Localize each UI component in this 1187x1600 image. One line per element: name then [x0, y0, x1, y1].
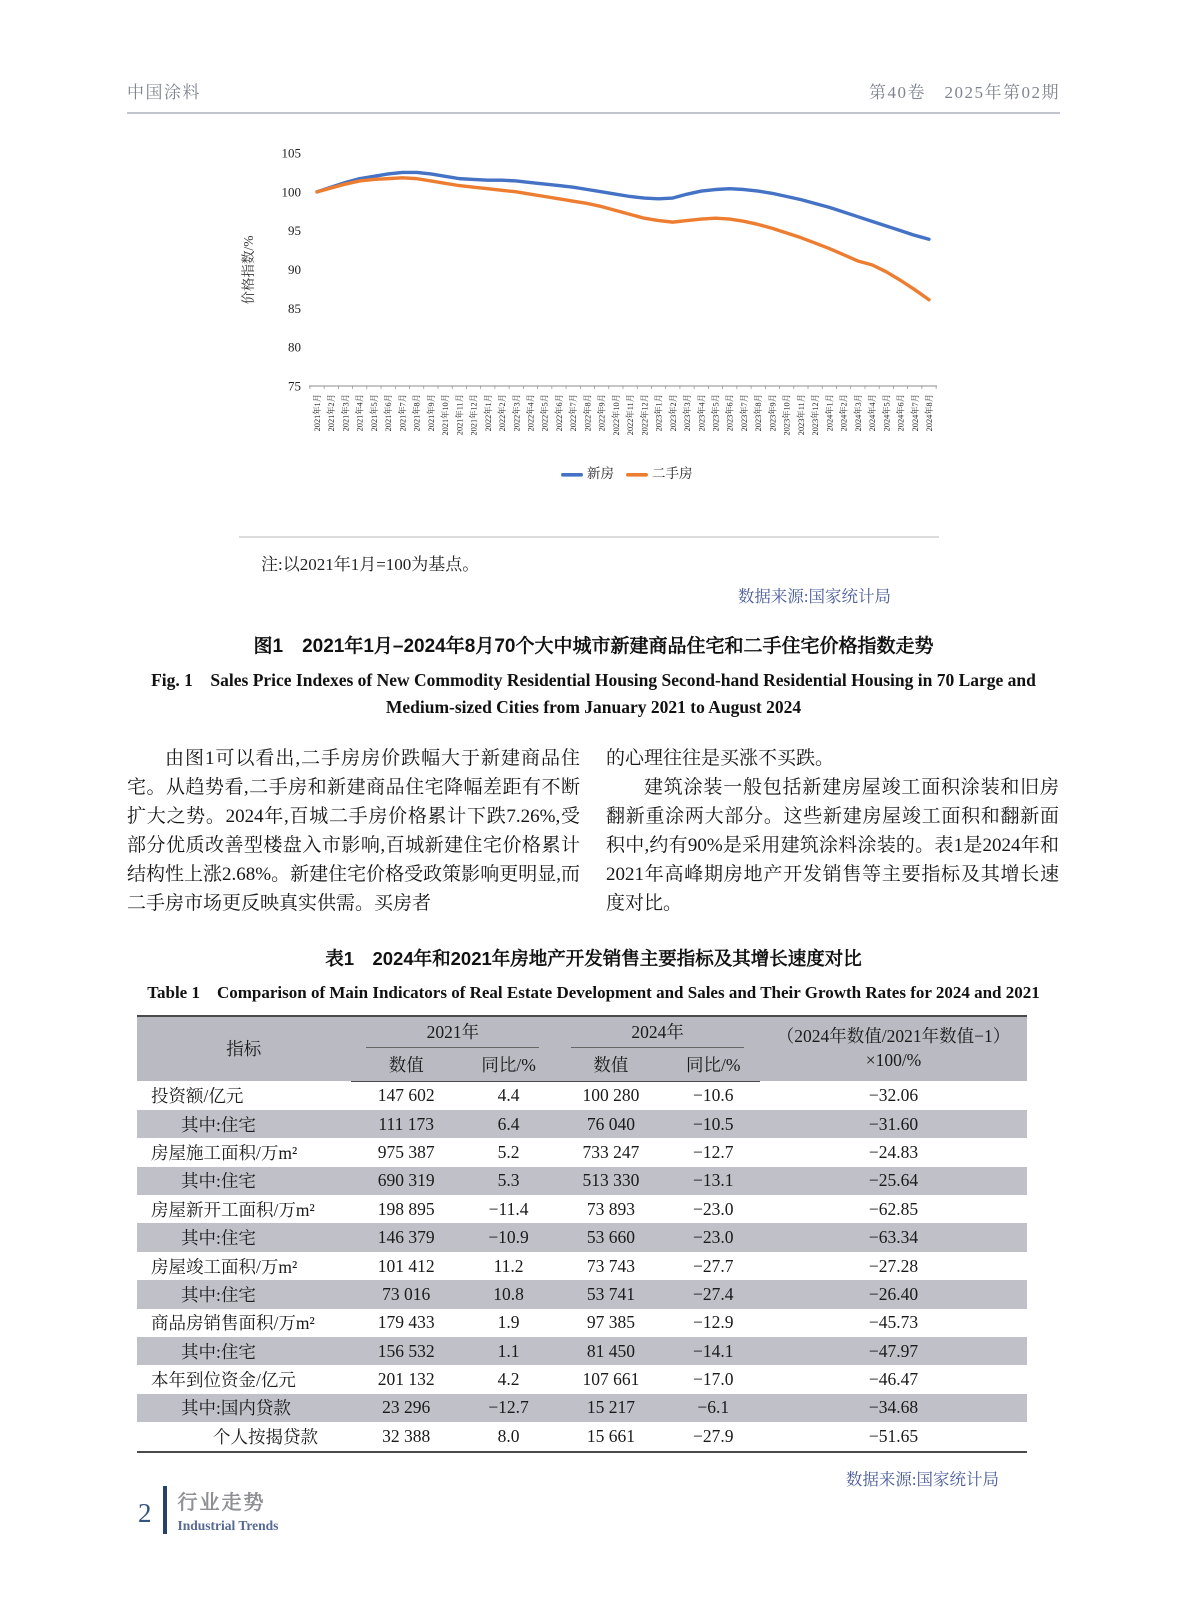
table-body — [137, 1081, 1027, 1452]
value-cell: 53 741 — [586, 1283, 635, 1304]
value-cell: 111 173 — [378, 1113, 434, 1134]
value-cell: 15 661 — [586, 1425, 635, 1446]
value-cell: −63.34 — [868, 1227, 919, 1248]
value-cell: 5.3 — [497, 1170, 520, 1191]
table-row — [137, 1223, 1027, 1251]
x-tick-label: 2021年8月 — [412, 394, 422, 432]
table-row — [137, 1309, 1027, 1337]
figure-data-source: 数据来源:国家统计局 — [737, 587, 891, 606]
value-cell: 81 450 — [586, 1340, 635, 1361]
x-tick-label: 2023年4月 — [697, 394, 707, 432]
table-header — [137, 1016, 1027, 1082]
y-tick-label: 75 — [288, 378, 301, 394]
footer-section — [178, 1486, 279, 1534]
x-tick-label: 2023年8月 — [754, 394, 764, 432]
indicator-cell: 房屋施工面积/万m² — [151, 1142, 298, 1163]
legend-marker-新房 — [561, 473, 583, 477]
value-cell: 1.1 — [497, 1340, 520, 1361]
price-index-line-chart — [237, 128, 957, 496]
page-footer — [138, 1486, 278, 1534]
x-tick-label: 2024年5月 — [882, 394, 892, 432]
value-cell: 97 385 — [586, 1312, 635, 1333]
value-cell: −12.9 — [693, 1312, 734, 1333]
page-header — [127, 0, 1060, 114]
value-cell: −46.47 — [868, 1369, 919, 1390]
table-row — [137, 1195, 1027, 1223]
col-header-yoy-2021: 同比/% — [462, 1050, 555, 1082]
x-tick-label: 2023年6月 — [725, 394, 735, 432]
value-cell: 23 296 — [382, 1397, 431, 1418]
x-tick-label: 2022年5月 — [540, 394, 550, 432]
value-cell: −24.83 — [868, 1141, 919, 1162]
value-cell: 73 743 — [586, 1255, 635, 1276]
x-tick-label: 2021年7月 — [398, 394, 408, 432]
value-cell: −14.1 — [693, 1340, 734, 1361]
table-title-en: Table 1 Comparison of Main Indicators of Real Estate Development and Sales and Their Growth Rates for 2024 and 2021 — [147, 982, 1040, 1002]
x-tick-label: 2023年12月 — [811, 394, 821, 436]
value-cell: −51.65 — [868, 1425, 919, 1446]
value-cell: 11.2 — [493, 1255, 524, 1276]
footer-section-en: Industrial Trends — [177, 1518, 279, 1533]
x-tick-label: 2023年10月 — [782, 394, 792, 436]
legend-label-二手房: 二手房 — [652, 466, 693, 481]
y-tick-label: 90 — [288, 262, 301, 277]
figure-caption-zh: 图1 2021年1月–2024年8月70个大中城市新建商品住宅和二手住宅价格指数走势 — [253, 636, 934, 657]
y-tick-label: 95 — [288, 223, 301, 239]
table-row — [137, 1138, 1027, 1166]
col-header-growth: （2024年数值/2021年数值−1） ×100/% — [776, 1026, 1011, 1070]
x-tick-label: 2021年6月 — [384, 394, 394, 432]
indicator-cell: 其中:住宅 — [181, 1341, 256, 1362]
col-header-value-2024: 数值 — [555, 1050, 666, 1082]
x-tick-label: 2023年7月 — [739, 394, 749, 432]
paragraph: 的心理往往是买涨不买跌。 — [606, 748, 835, 770]
journal-title: 中国涂料 — [127, 83, 201, 102]
x-tick-label: 2021年11月 — [455, 394, 465, 436]
value-cell: 8.0 — [497, 1425, 520, 1446]
value-cell: −10.9 — [488, 1227, 529, 1248]
footer-accent-bar — [163, 1486, 167, 1534]
value-cell: −32.06 — [868, 1084, 919, 1105]
x-tick-label: 2022年9月 — [597, 394, 607, 432]
x-tick-label: 2022年2月 — [498, 394, 508, 432]
indicator-cell: 其中:住宅 — [181, 1171, 256, 1192]
value-cell: −27.7 — [693, 1255, 734, 1276]
text-column-left — [127, 745, 580, 918]
x-tick-label: 2022年8月 — [583, 394, 593, 432]
x-tick-label: 2024年6月 — [896, 394, 906, 432]
value-cell: −26.40 — [868, 1283, 919, 1304]
paragraph: 由图1可以看出,二手房房价跌幅大于新建商品住宅。从趋势看,二手房和新建商品住宅降幅差距有不断扩大之势。2024年,百城二手房价格累计下跌7.26%,受部分优质改善型楼盘入市影响,百城新建住宅价格累计结构性上涨2.68%。新建住宅价格受政策影响更明显,而二手房市场更反映真实供需。买房者 — [127, 748, 580, 914]
value-cell: −10.6 — [693, 1085, 734, 1106]
value-cell: −27.28 — [868, 1255, 919, 1276]
x-tick-label: 2023年2月 — [668, 394, 678, 432]
value-cell: 4.2 — [497, 1369, 520, 1390]
value-cell: 733 247 — [582, 1141, 640, 1162]
x-tick-label: 2023年3月 — [683, 394, 693, 432]
value-cell: −62.85 — [868, 1198, 919, 1219]
value-cell: 32 388 — [382, 1425, 431, 1446]
table-block — [127, 945, 1060, 1490]
table-row — [137, 1394, 1027, 1422]
x-tick-label: 2023年1月 — [654, 394, 664, 432]
value-cell: 1.9 — [497, 1312, 520, 1333]
value-cell: −45.73 — [868, 1312, 919, 1333]
indicator-cell: 房屋竣工面积/万m² — [151, 1256, 298, 1277]
x-tick-label: 2022年6月 — [554, 394, 564, 432]
value-cell: 146 379 — [377, 1227, 435, 1248]
x-tick-label: 2024年7月 — [910, 394, 920, 432]
footer-section-zh: 行业走势 — [177, 1492, 266, 1514]
value-cell: 975 387 — [377, 1141, 435, 1162]
value-cell: 76 040 — [586, 1113, 635, 1134]
value-cell: 73 893 — [586, 1198, 635, 1219]
indicator-cell: 其中:住宅 — [181, 1114, 256, 1135]
x-tick-label: 2022年11月 — [626, 394, 636, 436]
legend-label-新房: 新房 — [587, 466, 614, 481]
indicator-cell: 其中:住宅 — [181, 1284, 256, 1305]
value-cell: 6.4 — [497, 1113, 520, 1134]
x-tick-label: 2024年1月 — [825, 394, 835, 432]
y-tick-label: 100 — [281, 184, 301, 200]
x-tick-label: 2022年10月 — [611, 394, 621, 436]
indicator-cell: 其中:国内贷款 — [181, 1398, 291, 1419]
value-cell: −25.64 — [868, 1170, 919, 1191]
x-tick-label: 2024年2月 — [839, 394, 849, 432]
x-tick-label: 2021年2月 — [327, 394, 337, 432]
text-column-right — [606, 745, 1059, 918]
x-tick-label: 2022年12月 — [640, 394, 650, 436]
x-tick-label: 2021年12月 — [469, 394, 479, 436]
value-cell: −12.7 — [693, 1141, 734, 1162]
value-cell: −6.1 — [697, 1397, 730, 1418]
value-cell: −12.7 — [488, 1397, 529, 1418]
y-tick-label: 105 — [281, 145, 301, 161]
legend-marker-二手房 — [626, 473, 648, 477]
value-cell: 10.8 — [493, 1283, 524, 1304]
indicator-cell: 其中:住宅 — [181, 1228, 256, 1249]
value-cell: 179 433 — [377, 1312, 435, 1333]
page-number: 2 — [138, 1498, 152, 1528]
value-cell: 15 217 — [586, 1397, 635, 1418]
table-row — [137, 1252, 1027, 1280]
x-tick-label: 2021年5月 — [369, 394, 379, 432]
figure-divider — [239, 536, 939, 538]
value-cell: 147 602 — [377, 1085, 435, 1106]
x-tick-label: 2024年4月 — [868, 394, 878, 432]
value-cell: 4.4 — [497, 1085, 520, 1106]
value-cell: 107 661 — [582, 1369, 640, 1390]
x-tick-label: 2022年1月 — [483, 394, 493, 432]
y-tick-label: 85 — [288, 300, 301, 316]
x-tick-label: 2021年9月 — [426, 394, 436, 432]
x-tick-label: 2023年5月 — [711, 394, 721, 432]
x-tick-label: 2023年9月 — [768, 394, 778, 432]
series-line-新房 — [317, 172, 929, 239]
y-tick-label: 80 — [288, 339, 301, 355]
table-row — [137, 1110, 1027, 1138]
value-cell: −23.0 — [693, 1227, 734, 1248]
x-tick-label: 2024年3月 — [853, 394, 863, 432]
indicator-cell: 房屋新开工面积/万m² — [151, 1199, 315, 1220]
col-group-2024: 2024年 — [555, 1016, 760, 1050]
x-tick-label: 2022年4月 — [526, 394, 536, 432]
value-cell: −23.0 — [693, 1198, 734, 1219]
value-cell: 156 532 — [377, 1340, 435, 1361]
indicator-cell: 个人按揭贷款 — [213, 1426, 318, 1447]
x-tick-label: 2022年7月 — [569, 394, 579, 432]
value-cell: −13.1 — [693, 1170, 734, 1191]
value-cell: 5.2 — [497, 1141, 520, 1162]
figure-note: 注:以2021年1月=100为基点。 — [261, 555, 480, 574]
value-cell: 513 330 — [582, 1170, 640, 1191]
indicator-cell: 商品房销售面积/万m² — [151, 1313, 315, 1334]
value-cell: −47.97 — [868, 1340, 919, 1361]
value-cell: 53 660 — [586, 1227, 635, 1248]
table-data-source: 数据来源:国家统计局 — [845, 1469, 999, 1489]
figure-block — [127, 128, 1060, 721]
value-cell: −31.60 — [868, 1113, 919, 1134]
table-row — [137, 1422, 1027, 1451]
value-cell: 101 412 — [377, 1255, 435, 1276]
body-text — [127, 745, 1060, 918]
value-cell: −27.9 — [693, 1425, 734, 1446]
table-row — [137, 1167, 1027, 1195]
value-cell: 690 319 — [377, 1170, 435, 1191]
value-cell: 198 895 — [377, 1198, 435, 1219]
indicator-cell: 本年到位资金/亿元 — [151, 1370, 296, 1391]
table-row — [137, 1365, 1027, 1393]
x-tick-label: 2023年11月 — [796, 394, 806, 436]
table-row — [137, 1337, 1027, 1365]
y-axis-label: 价格指数/% — [241, 235, 256, 305]
col-header-yoy-2024: 同比/% — [667, 1050, 760, 1082]
value-cell: −27.4 — [693, 1283, 734, 1304]
col-header-indicator: 指标 — [226, 1039, 262, 1060]
value-cell: 201 132 — [377, 1369, 435, 1390]
x-tick-label: 2021年4月 — [355, 394, 365, 432]
issue-info: 第40卷 2025年第02期 — [869, 83, 1060, 102]
x-tick-label: 2022年3月 — [512, 394, 522, 432]
table-row — [137, 1280, 1027, 1308]
x-tick-label: 2021年1月 — [313, 394, 322, 432]
value-cell: −11.4 — [488, 1198, 529, 1219]
col-group-2021: 2021年 — [351, 1016, 556, 1050]
indicators-table — [137, 1015, 1027, 1453]
value-cell: −17.0 — [693, 1369, 734, 1390]
value-cell: 73 016 — [382, 1283, 431, 1304]
indicator-cell: 投资额/亿元 — [151, 1085, 244, 1106]
value-cell: −34.68 — [868, 1397, 919, 1418]
table-title-zh: 表1 2024年和2021年房地产开发销售主要指标及其增长速度对比 — [325, 947, 862, 969]
value-cell: −10.5 — [693, 1113, 734, 1134]
paragraph: 建筑涂装一般包括新建房屋竣工面积涂装和旧房翻新重涂两大部分。这些新建房屋竣工面积和翻新面积中,约有90%是采用建筑涂料涂装的。表1是2024年和2021年高峰期房地产开发销售等主要指标及其增长速度对比。 — [606, 777, 1059, 914]
col-header-value-2021: 数值 — [351, 1050, 462, 1082]
figure-caption-en: Fig. 1 Sales Price Indexes of New Commodity Residential Housing Second-hand Residential Housing in 70 Large and Medium-sized Cities from January 2021 to August 2024 — [151, 670, 1036, 718]
table-row — [137, 1081, 1027, 1110]
value-cell: 100 280 — [582, 1085, 640, 1106]
x-tick-label: 2021年3月 — [341, 394, 351, 432]
x-tick-label: 2024年8月 — [925, 394, 934, 432]
x-tick-label: 2021年10月 — [441, 394, 451, 436]
